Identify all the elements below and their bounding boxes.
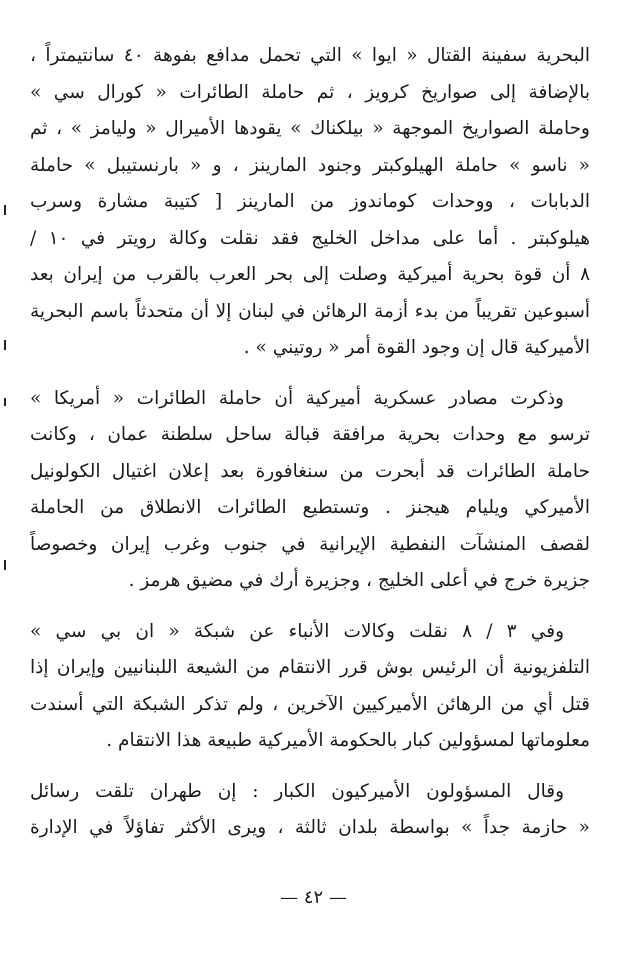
paragraph-4 — [30, 774, 590, 847]
paragraph-3 — [30, 614, 590, 760]
text-line: وفي ٣ / ٨ نقلت وكالات الأنباء عن شبكة « ان بي سي » — [30, 620, 565, 642]
document-page — [30, 38, 590, 861]
text-line: البحرية سفينة القتال « ايوا » التي تحمل مدافع بفوهة ٤٠ سانتيمتراً ، — [30, 45, 590, 66]
scan-margin-mark — [4, 340, 6, 350]
text-line: الأميركي ويليام هيجنز . وتستطيع الطائرات الانطلاق من الحاملة — [30, 497, 590, 518]
text-line: هيلوكبتر . أما على مداخل الخليج فقد نقلت وكالة رويتر في ١٠ / — [30, 227, 590, 249]
scan-margin-mark — [4, 560, 6, 570]
text-line: حاملة الطائرات قد أبحرت من سنغافورة بعد إعلان اغتيال الكولونيل — [30, 460, 590, 482]
scan-margin-mark — [4, 205, 6, 215]
text-line: وحاملة الصواريخ الموجهة « بيلكناك » يقودها الأميرال « وليامز » ، ثم — [30, 118, 590, 139]
text-line: الأميركية قال إن وجود القوة أمر « روتيني » . — [243, 337, 590, 358]
text-line: وذكرت مصادر عسكرية أميركية أن حاملة الطائرات « أمريكا » — [30, 387, 564, 409]
text-line: قتل أي من الرهائن الأميركيين الآخرين ، ولم تذكر الشبكة التي أسندت — [30, 693, 590, 715]
text-line: « ناسو » حاملة الهيلوكبتر وجنود المارينز ، و « بارنستيبل » حاملة — [30, 154, 590, 176]
text-line: أسبوعين تقريباً من بدء أزمة الرهائن في لبنان إلا أن متحدثاً باسم البحرية — [30, 300, 590, 322]
text-line: « حازمة جداً » بواسطة بلدان ثالثة ، ويرى الأكثر تفاؤلاً في الإدارة — [30, 817, 590, 838]
text-line: الدبابات ، ووحدات كوماندوز من المارينز [ كتيبة مشارة وسرب — [30, 191, 590, 212]
scan-margin-mark — [4, 398, 6, 406]
text-line: وقال المسؤولون الأميركيون الكبار : إن طهران تلقت رسائل — [30, 780, 564, 802]
text-line: التلفزيونية أن الرئيس بوش قرر الانتقام من الشيعة اللبنانيين وإيران إذا — [30, 657, 590, 678]
paragraph-1 — [30, 38, 590, 367]
text-line: جزيرة خرج في أعلى الخليج ، وجزيرة أرك في مضيق هرمز . — [128, 570, 590, 591]
text-line: ترسو مع وحدات بحرية مرافقة قبالة ساحل سلطنة عمان ، وكانت — [30, 424, 590, 445]
text-line: بالإضافة إلى صواريخ كرويز ، ثم حاملة الطائرات « كورال سي » — [30, 81, 590, 103]
paragraph-2 — [30, 381, 590, 600]
text-line: معلوماتها لمسؤولين كبار بالحكومة الأميركية طبيعة هذا الانتقام . — [106, 730, 590, 751]
text-line: ٨ أن قوة بحرية أميركية وصلت إلى بحر العرب بالقرب من إيران بعد — [30, 264, 590, 285]
page-number: — ٤٢ — — [280, 887, 347, 908]
text-line: لقصف المنشآت النفطية الإيرانية في جنوب وغرب إيران وخصوصاً — [30, 533, 590, 555]
